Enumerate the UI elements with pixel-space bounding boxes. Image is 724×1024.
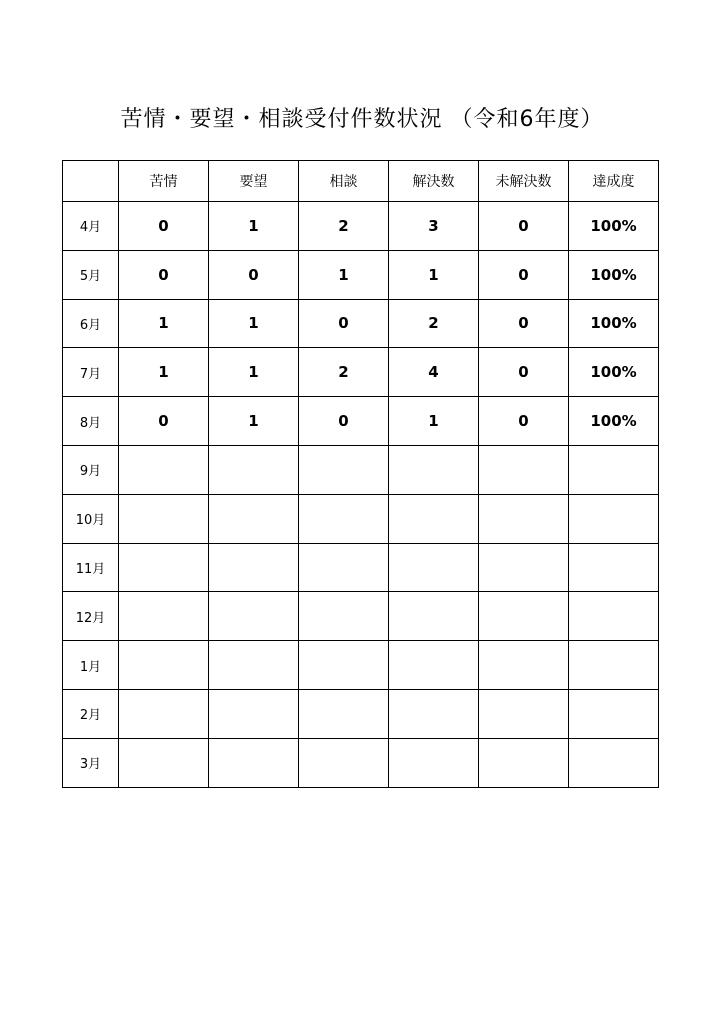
cell-achievement [569,738,659,787]
cell-requests [209,738,299,787]
cell-unresolved [479,445,569,494]
cell-requests: 1 [209,397,299,446]
cell-resolved: 2 [389,299,479,348]
cell-unresolved: 0 [479,397,569,446]
cell-resolved: 1 [389,397,479,446]
table-row [63,494,659,543]
month-cell: 1月 [63,641,119,690]
cell-achievement: 100% [569,397,659,446]
cell-resolved: 3 [389,202,479,251]
cell-consultations [299,445,389,494]
cell-unresolved [479,494,569,543]
table-row [63,250,659,299]
month-cell: 12月 [63,592,119,641]
cell-complaints [119,641,209,690]
cell-resolved [389,494,479,543]
cell-consultations [299,494,389,543]
cell-achievement [569,592,659,641]
table-row [63,202,659,251]
month-cell: 6月 [63,299,119,348]
cell-consultations: 2 [299,202,389,251]
month-cell: 4月 [63,202,119,251]
cell-resolved [389,689,479,738]
table-row [63,641,659,690]
table-row [63,445,659,494]
header-cell-complaints: 苦情 [119,161,209,202]
cell-complaints: 1 [119,348,209,397]
cell-achievement [569,494,659,543]
header-row [63,161,659,202]
cell-requests: 1 [209,202,299,251]
cell-unresolved: 0 [479,348,569,397]
cell-complaints [119,543,209,592]
cell-achievement [569,543,659,592]
month-cell: 2月 [63,689,119,738]
cell-complaints: 0 [119,250,209,299]
cell-unresolved: 0 [479,202,569,251]
cell-resolved: 4 [389,348,479,397]
cell-consultations: 0 [299,397,389,446]
cell-resolved [389,445,479,494]
cell-achievement [569,641,659,690]
header-cell-resolved: 解決数 [389,161,479,202]
month-cell: 5月 [63,250,119,299]
cell-unresolved [479,738,569,787]
month-cell: 3月 [63,738,119,787]
cell-complaints [119,738,209,787]
month-cell: 10月 [63,494,119,543]
cell-complaints [119,445,209,494]
cell-complaints: 1 [119,299,209,348]
cell-complaints [119,689,209,738]
month-cell: 7月 [63,348,119,397]
complaints-table [62,160,659,788]
cell-requests: 1 [209,299,299,348]
month-cell: 11月 [63,543,119,592]
table-row [63,348,659,397]
cell-consultations [299,641,389,690]
cell-requests [209,494,299,543]
cell-consultations [299,738,389,787]
header-cell-achievement: 達成度 [569,161,659,202]
cell-achievement [569,445,659,494]
cell-resolved [389,641,479,690]
header-cell-requests: 要望 [209,161,299,202]
cell-complaints [119,592,209,641]
cell-consultations [299,543,389,592]
cell-consultations: 0 [299,299,389,348]
cell-requests: 1 [209,348,299,397]
table-row [63,592,659,641]
table-row [63,738,659,787]
cell-unresolved [479,641,569,690]
table-row [63,299,659,348]
header-cell-unresolved: 未解決数 [479,161,569,202]
cell-achievement: 100% [569,348,659,397]
cell-unresolved [479,543,569,592]
header-cell-consultations: 相談 [299,161,389,202]
cell-unresolved [479,592,569,641]
cell-requests [209,641,299,690]
cell-complaints: 0 [119,397,209,446]
cell-complaints [119,494,209,543]
month-cell: 8月 [63,397,119,446]
cell-complaints: 0 [119,202,209,251]
cell-achievement: 100% [569,299,659,348]
corner-cell [63,161,119,202]
month-cell: 9月 [63,445,119,494]
cell-requests: 0 [209,250,299,299]
table-body [63,202,659,788]
cell-requests [209,543,299,592]
cell-resolved [389,592,479,641]
cell-unresolved [479,689,569,738]
cell-consultations [299,592,389,641]
cell-consultations: 1 [299,250,389,299]
cell-achievement: 100% [569,250,659,299]
cell-resolved: 1 [389,250,479,299]
cell-resolved [389,738,479,787]
cell-consultations: 2 [299,348,389,397]
cell-achievement [569,689,659,738]
cell-requests [209,592,299,641]
cell-unresolved: 0 [479,250,569,299]
page-title: 苦情・要望・相談受付件数状況 （令和6年度） [120,107,604,132]
table-row [63,543,659,592]
cell-resolved [389,543,479,592]
cell-achievement: 100% [569,202,659,251]
table-row [63,689,659,738]
cell-consultations [299,689,389,738]
cell-requests [209,445,299,494]
table-row [63,397,659,446]
cell-unresolved: 0 [479,299,569,348]
cell-requests [209,689,299,738]
